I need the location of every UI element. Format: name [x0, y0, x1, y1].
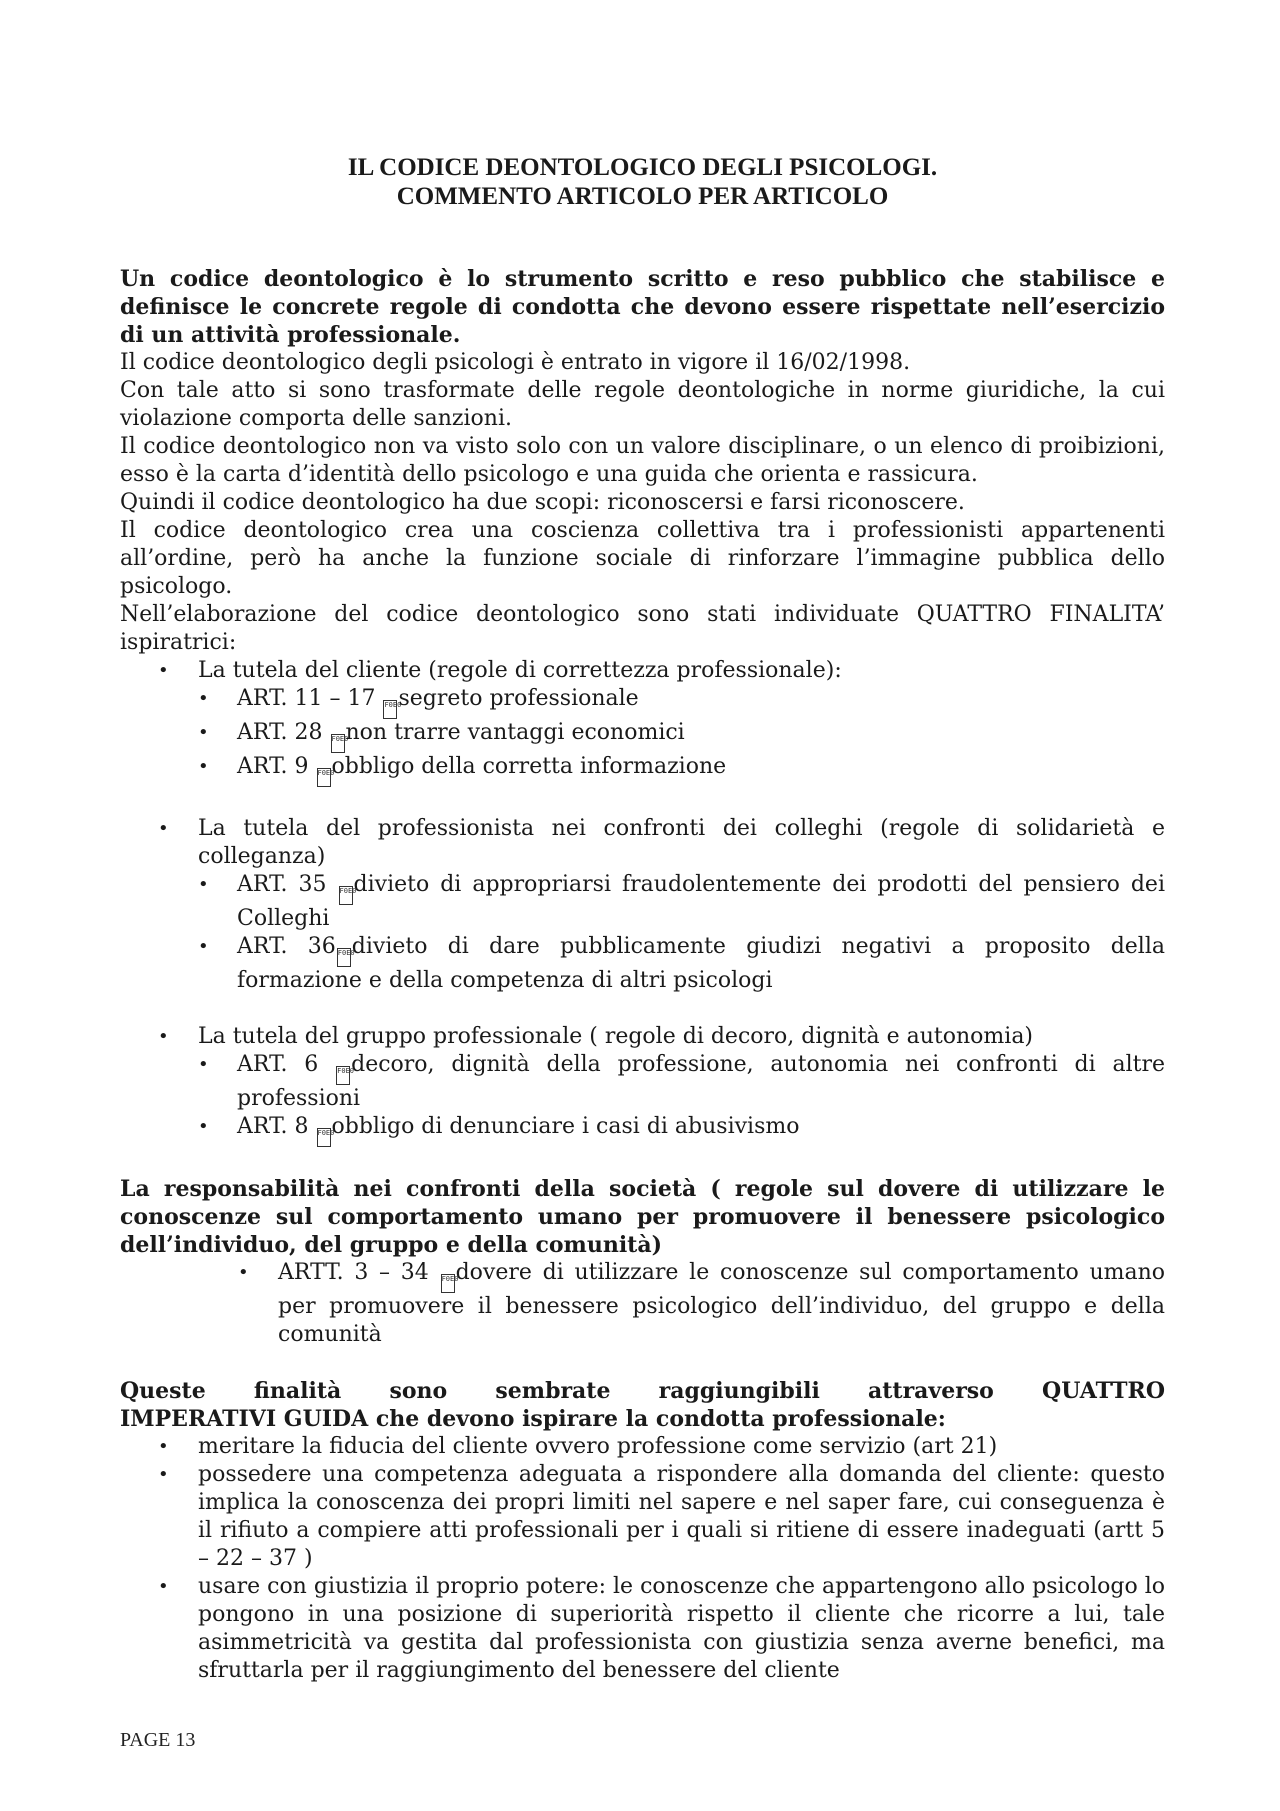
title-line-1: IL CODICE DEONTOLOGICO DEGLI PSICOLOGI.	[347, 154, 938, 181]
finalita-item	[120, 1023, 1165, 1051]
bullet: •	[198, 1054, 209, 1075]
intro-paragraph: Il codice deontologico degli psicologi è entrato in vigore il 16/02/1998.	[120, 350, 911, 375]
article-item	[120, 1259, 1165, 1349]
article-text: decoro, dignità della professione, autonomia nei confronti di altre professioni	[237, 1052, 1165, 1111]
article-item	[120, 753, 1165, 787]
finalita-item	[120, 815, 1165, 871]
imperativo-item	[120, 1433, 1165, 1461]
article-text: divieto di dare pubblicamente giudizi negativi a proposito della formazione e della competenza di altri psicologi	[237, 934, 1165, 993]
intro-paragraph: Con tale atto si sono trasformate delle regole deontologiche in norme giuridiche, la cui violazione comporta delle sanzioni.	[120, 378, 1165, 431]
imperativo-text: usare con giustizia il proprio potere: le conoscenze che appartengono allo psicologo lo pongono in una posizione di superiorità rispetto il cliente che ricorre a lui, tale asimmetricità va gestita dal professionista con giustizia senza averne benefici, ma sfruttarla per il raggiungimento del benessere del cliente	[198, 1574, 1165, 1683]
finalita-list	[120, 815, 1165, 995]
finalita-list	[120, 1023, 1165, 1147]
article-ref: ART. 8	[237, 1114, 309, 1139]
missing-glyph-icon: F0E0	[317, 1128, 331, 1147]
title-line-2: COMMENTO ARTICOLO PER ARTICOLO	[396, 183, 889, 210]
article-text: divieto di appropriarsi fraudolentemente dei prodotti del pensiero dei Colleghi	[237, 872, 1165, 931]
bullet: •	[198, 874, 209, 895]
bullet: •	[238, 1262, 249, 1283]
imperativo-item	[120, 1573, 1165, 1685]
responsabilita-heading: La responsabilità nei confronti della società ( regole sul dovere di utilizzare le conoscenze sul comportamento umano per promuovere il benessere psicologico dell’individuo, del gruppo e della comunità)	[120, 1176, 1165, 1258]
bullet: •	[158, 660, 169, 681]
document-title	[120, 153, 1165, 211]
bullet: •	[158, 1576, 169, 1597]
intro-paragraph: Quindi il codice deontologico ha due scopi: riconoscersi e farsi riconoscere.	[120, 490, 965, 515]
bullet: •	[158, 818, 169, 839]
imperativi-list	[120, 1433, 1165, 1685]
article-item	[120, 933, 1165, 995]
missing-glyph-icon: F0E0	[337, 948, 351, 967]
intro-paragraph: Il codice deontologico crea una coscienza collettiva tra i professionisti appartenenti all’ordine, però ha anche la funzione sociale di rinforzare l’immagine pubblica dello psicologo.	[120, 518, 1165, 599]
article-item	[120, 1113, 1165, 1147]
page-number: PAGE 13	[120, 1729, 196, 1751]
missing-glyph-icon: F0E0	[317, 768, 331, 787]
imperativi-heading-line-2: IMPERATIVI GUIDA che devono ispirare la condotta professionale:	[120, 1406, 946, 1432]
spacer	[120, 1349, 1165, 1377]
article-item	[120, 685, 1165, 719]
article-text: non trarre vantaggi economici	[345, 720, 685, 745]
bullet: •	[198, 756, 209, 777]
responsabilita-list	[120, 1259, 1165, 1349]
article-ref: ART. 35	[237, 872, 327, 897]
spacer	[120, 787, 1165, 815]
finalita-label: La tutela del professionista nei confronti dei colleghi (regole di solidarietà e colleganza)	[198, 816, 1165, 869]
missing-glyph-icon: F0E0	[383, 700, 397, 719]
article-text: dovere di utilizzare le conoscenze sul comportamento umano per promuovere il benessere psicologico dell’individuo, del gruppo e della comunità	[278, 1260, 1166, 1347]
spacer	[120, 1147, 1165, 1175]
bullet: •	[198, 722, 209, 743]
finalita-label: La tutela del cliente (regole di correttezza professionale):	[198, 658, 842, 683]
article-ref: ARTT. 3 – 34	[278, 1260, 429, 1285]
imperativo-item	[120, 1461, 1165, 1573]
article-ref: ART. 11 – 17	[237, 686, 376, 711]
bullet: •	[198, 688, 209, 709]
missing-glyph-icon: F0E0	[331, 734, 345, 753]
bullet: •	[158, 1026, 169, 1047]
article-ref: ART. 36	[237, 934, 336, 959]
finalita-list	[120, 657, 1165, 787]
article-item	[120, 719, 1165, 753]
article-item	[120, 871, 1165, 933]
article-ref: ART. 9	[237, 754, 309, 779]
missing-glyph-icon: F0E0	[339, 886, 353, 905]
article-text: obbligo di denunciare i casi di abusivismo	[331, 1114, 800, 1139]
intro-paragraph: Nell’elaborazione del codice deontologico sono stati individuate QUATTRO FINALITA’ ispiratrici:	[120, 602, 1165, 655]
intro-definition: Un codice deontologico è lo strumento scritto e reso pubblico che stabilisce e definisce le concrete regole di condotta che devono essere rispettate nell’esercizio di un attività professionale.	[120, 266, 1165, 348]
finalita-label: La tutela del gruppo professionale ( regole di decoro, dignità e autonomia)	[198, 1024, 1034, 1049]
finalita-item	[120, 657, 1165, 685]
document-page	[120, 0, 1165, 1811]
missing-glyph-icon: F0E0	[336, 1066, 350, 1085]
article-ref: ART. 28	[237, 720, 323, 745]
bullet: •	[198, 936, 209, 957]
imperativo-text: possedere una competenza adeguata a rispondere alla domanda del cliente: questo implica la conoscenza dei propri limiti nel sapere e nel saper fare, cui conseguenza è il rifiuto a compiere atti professionali per i quali si ritiene di essere inadeguati (artt 5 – 22 – 37 )	[198, 1462, 1165, 1571]
bullet: •	[158, 1436, 169, 1457]
article-ref: ART. 6	[237, 1052, 319, 1077]
imperativi-heading-line-1: Queste finalità sono sembrate raggiungibili attraverso QUATTRO	[120, 1378, 1165, 1404]
intro-paragraph: Il codice deontologico non va visto solo con un valore disciplinare, o un elenco di proibizioni, esso è la carta d’identità dello psicologo e una guida che orienta e rassicura.	[120, 434, 1165, 487]
article-text: segreto professionale	[398, 686, 639, 711]
document-body	[120, 265, 1165, 1685]
spacer	[120, 995, 1165, 1023]
bullet: •	[198, 1116, 209, 1137]
article-text: obbligo della corretta informazione	[331, 754, 727, 779]
article-item	[120, 1051, 1165, 1113]
imperativo-text: meritare la fiducia del cliente ovvero professione come servizio (art 21)	[198, 1434, 998, 1459]
missing-glyph-icon: F0E0	[441, 1274, 455, 1293]
bullet: •	[158, 1464, 169, 1485]
